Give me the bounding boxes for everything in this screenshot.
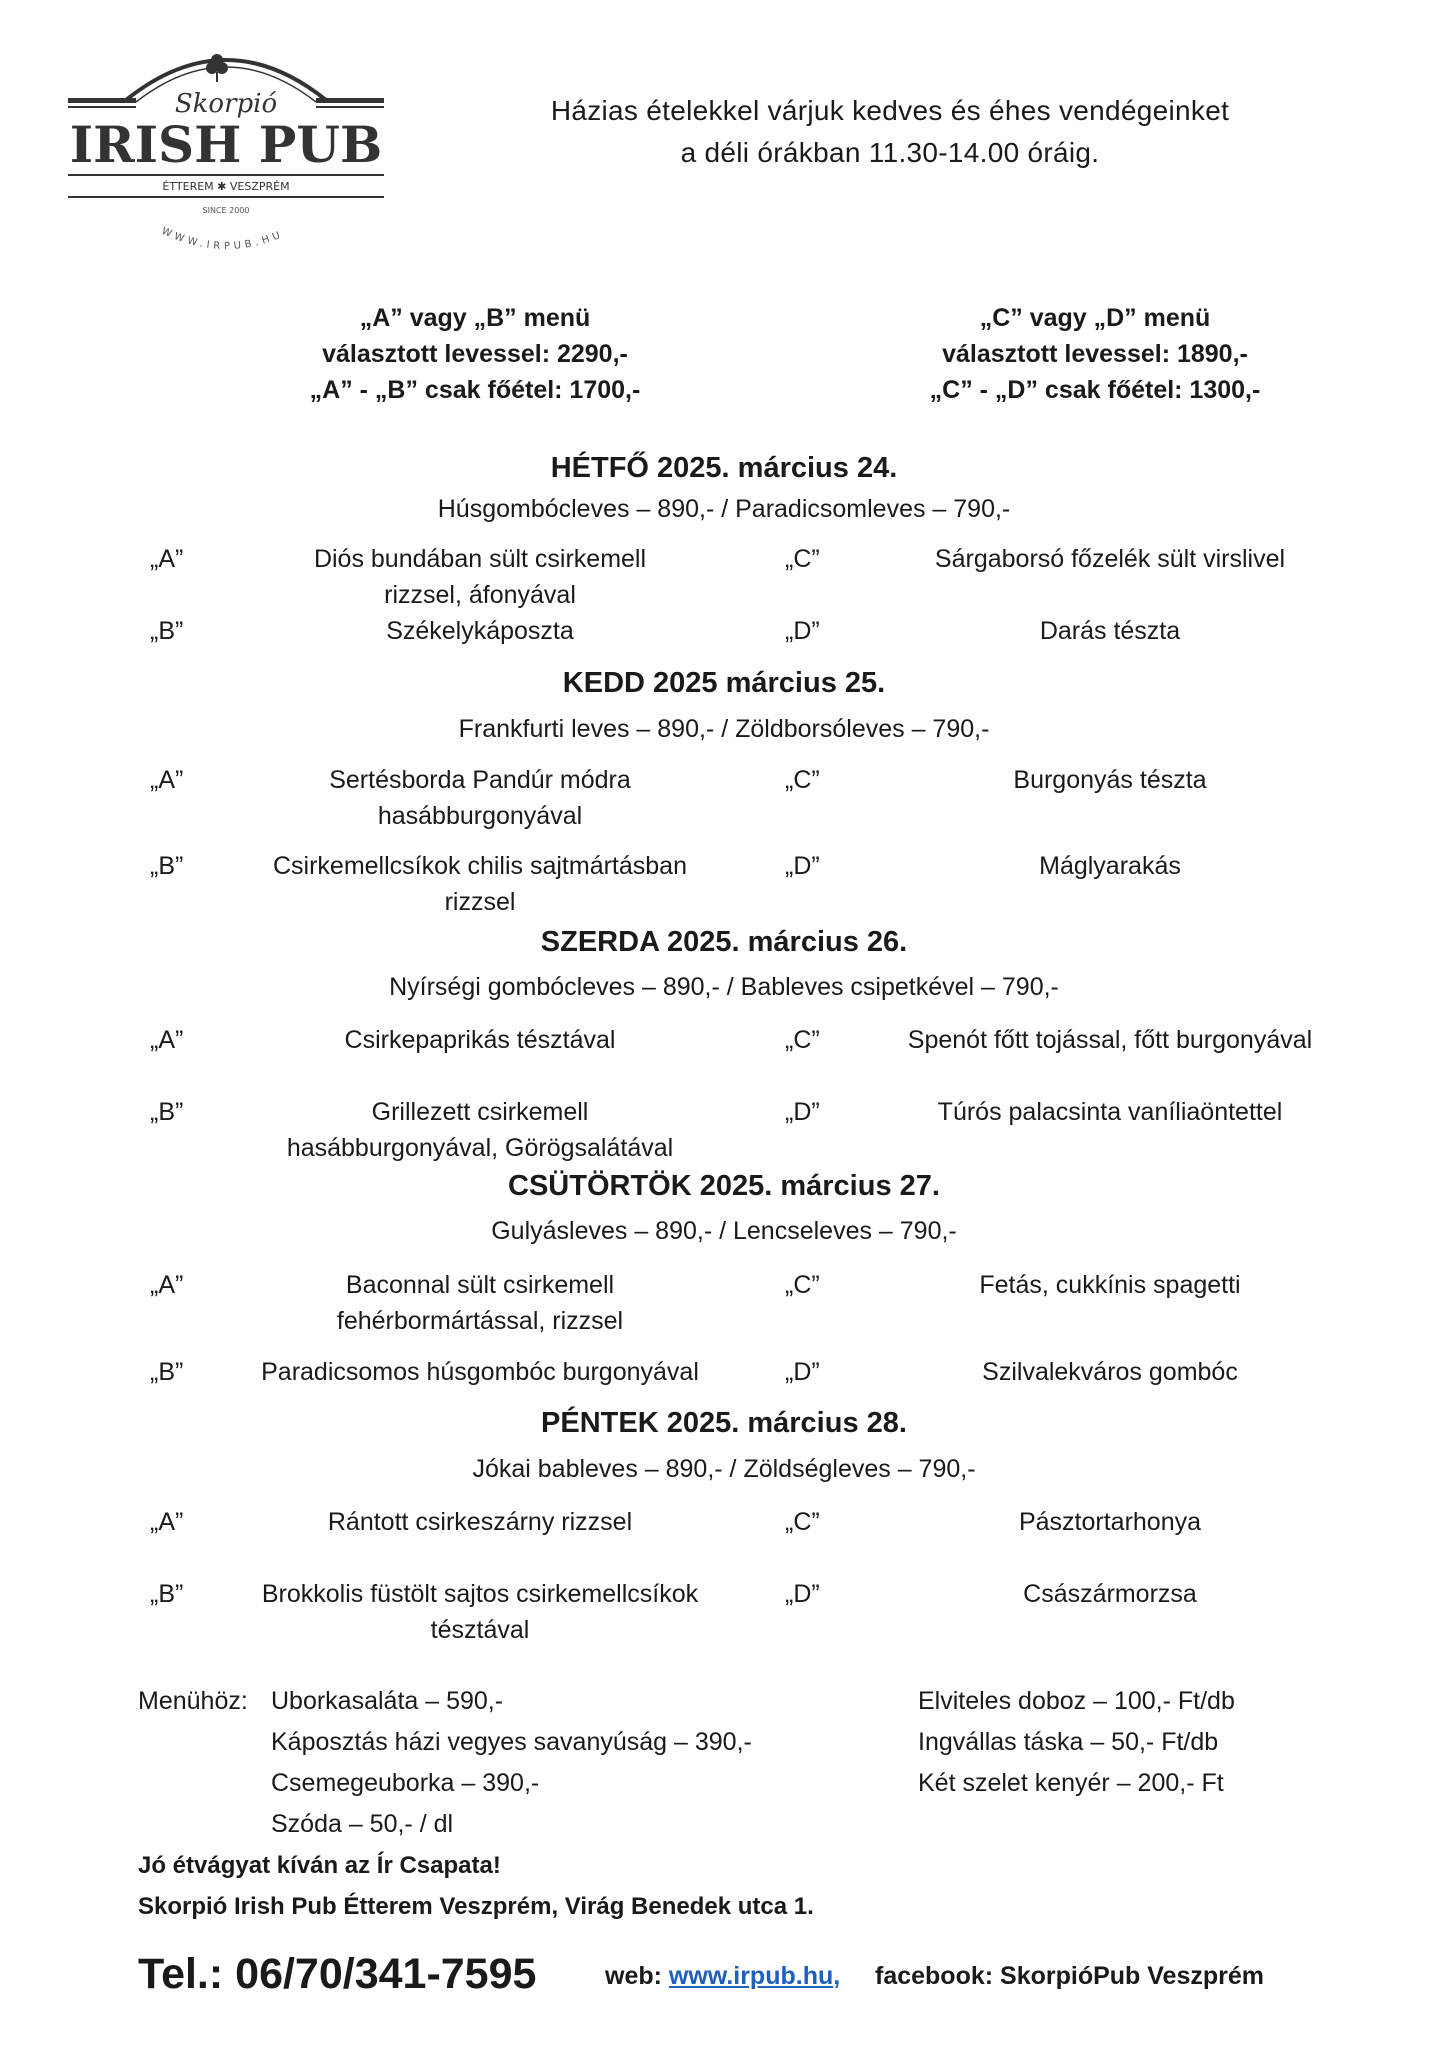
- extras-label: Menühöz:: [138, 1687, 248, 1715]
- dish-line: fehérbormártással, rizzsel: [336, 1307, 624, 1335]
- day-title-friday: PÉNTEK 2025. március 28.: [541, 1407, 907, 1439]
- dish-line: Rántott csirkeszárny rizzsel: [327, 1508, 633, 1536]
- dish-line: rizzsel, áfonyával: [384, 581, 576, 609]
- dish-line: Burgonyás tészta: [1013, 766, 1207, 794]
- soups-thursday: Gulyásleves – 890,- / Lencseleves – 790,-: [491, 1217, 957, 1245]
- price-info-cd: [815, 300, 1375, 408]
- menu-label-b: „B”: [150, 1098, 184, 1126]
- menu-label-a: „A”: [150, 1271, 184, 1299]
- logo-name-text: IRISH PUB: [69, 115, 383, 174]
- dish-line: Csirkemellcsíkok chilis sajtmártásban: [272, 852, 687, 880]
- footer-wish: Jó étvágyat kíván az Ír Csapata!: [138, 1852, 501, 1879]
- dish-line: Székelykáposzta: [386, 617, 574, 645]
- menu-label-a: „A”: [150, 545, 184, 573]
- extras-left-list: [271, 1681, 752, 1845]
- dish-c-thursday: [850, 1267, 1370, 1303]
- menu-label-b: „B”: [150, 1358, 184, 1386]
- dish-line: hasábburgonyával: [377, 802, 583, 830]
- dish-b-friday: [215, 1576, 745, 1648]
- soups-wednesday: Nyírségi gombócleves – 890,- / Bableves csipetkével – 790,-: [389, 973, 1059, 1001]
- dish-line: Brokkolis füstölt sajtos csirkemellcsíkok: [261, 1580, 699, 1608]
- logo-script-text: Skorpió: [174, 89, 278, 119]
- menu-label-b: „B”: [150, 1580, 184, 1608]
- price-info-ab: [195, 300, 755, 408]
- price-ab-line-2: választott levessel: 2290,-: [322, 340, 628, 368]
- logo-sub-text: ÉTTEREM ✱ VESZPRÉM: [162, 180, 290, 193]
- footer-web: [605, 1962, 840, 1991]
- logo-since-text: SINCE 2000: [202, 206, 250, 215]
- dish-line: Baconnal sült csirkemell: [345, 1271, 615, 1299]
- dish-a-thursday: [215, 1267, 745, 1339]
- menu-label-b: „B”: [150, 617, 184, 645]
- menu-label-b: „B”: [150, 852, 184, 880]
- dish-line: tésztával: [430, 1616, 530, 1644]
- extras-item: Uborkasaláta – 590,-: [271, 1687, 504, 1715]
- dish-line: hasábburgonyával, Görögsalátával: [286, 1134, 674, 1162]
- dish-d-tuesday: [850, 848, 1370, 884]
- dish-b-monday: [215, 613, 745, 649]
- dish-line: Darás tészta: [1039, 617, 1181, 645]
- footer-phone: Tel.: 06/70/341-7595: [138, 1950, 537, 1998]
- dish-d-wednesday: [850, 1094, 1370, 1130]
- dish-line: Szilvalekváros gombóc: [982, 1358, 1238, 1386]
- dish-line: Császármorzsa: [1023, 1580, 1197, 1608]
- dish-b-tuesday: [215, 848, 745, 920]
- price-ab-line-3: „A” - „B” csak főétel: 1700,-: [309, 376, 641, 404]
- menu-label-d: „D”: [785, 1098, 820, 1126]
- dish-d-thursday: [850, 1354, 1370, 1390]
- price-ab-line-1: „A” vagy „B” menü: [359, 304, 591, 332]
- dish-line: Túrós palacsinta vaníliaöntettel: [937, 1098, 1283, 1126]
- tagline-line-2: a déli órákban 11.30-14.00 óráig.: [680, 137, 1100, 168]
- menu-label-c: „C”: [785, 1271, 820, 1299]
- extras-item: Két szelet kenyér – 200,- Ft: [918, 1769, 1224, 1797]
- menu-label-c: „C”: [785, 766, 820, 794]
- menu-label-a: „A”: [150, 1026, 184, 1054]
- menu-label-c: „C”: [785, 1026, 820, 1054]
- pub-logo-graphic: [66, 40, 386, 270]
- web-comma: ,: [833, 1962, 841, 1990]
- menu-label-d: „D”: [785, 1358, 820, 1386]
- dish-c-tuesday: [850, 762, 1370, 798]
- extras-item: Ingvállas táska – 50,- Ft/db: [918, 1728, 1219, 1756]
- dish-c-wednesday: [850, 1022, 1370, 1058]
- extras-item: Csemegeuborka – 390,-: [271, 1769, 540, 1797]
- dish-a-monday: [215, 541, 745, 613]
- dish-b-thursday: [215, 1354, 745, 1390]
- soups-monday: Húsgombócleves – 890,- / Paradicsomleves – 790,-: [437, 495, 1011, 523]
- dish-a-wednesday: [215, 1022, 745, 1058]
- menu-label-d: „D”: [785, 852, 820, 880]
- dish-line: rizzsel: [444, 888, 516, 916]
- menu-label-a: „A”: [150, 1508, 184, 1536]
- dish-line: Fetás, cukkínis spagetti: [979, 1271, 1241, 1299]
- pub-logo: [66, 40, 386, 270]
- tagline: [440, 90, 1340, 174]
- menu-label-d: „D”: [785, 1580, 820, 1608]
- dish-b-wednesday: [215, 1094, 745, 1166]
- price-cd-line-3: „C” - „D” csak főétel: 1300,-: [929, 376, 1261, 404]
- dish-line: Máglyarakás: [1039, 852, 1181, 880]
- soups-friday: Jókai bableves – 890,- / Zöldségleves – 790,-: [472, 1455, 976, 1483]
- footer-address: Skorpió Irish Pub Étterem Veszprém, Virág Benedek utca 1.: [138, 1893, 814, 1920]
- dish-c-monday: [850, 541, 1370, 577]
- dish-line: Spenót főtt tojással, főtt burgonyával: [907, 1026, 1313, 1054]
- price-cd-line-1: „C” vagy „D” menü: [979, 304, 1211, 332]
- dish-line: Diós bundában sült csirkemell: [313, 545, 647, 573]
- extras-item: Káposztás házi vegyes savanyúság – 390,-: [271, 1728, 752, 1756]
- dish-a-friday: [215, 1504, 745, 1540]
- price-cd-line-2: választott levessel: 1890,-: [942, 340, 1248, 368]
- day-title-monday: HÉTFŐ 2025. március 24.: [550, 452, 898, 484]
- dish-line: Pásztortarhonya: [1018, 1508, 1202, 1536]
- dish-line: Paradicsomos húsgombóc burgonyával: [261, 1358, 699, 1386]
- dish-a-tuesday: [215, 762, 745, 834]
- web-label: web:: [605, 1962, 662, 1990]
- menu-label-c: „C”: [785, 545, 820, 573]
- menu-label-d: „D”: [785, 617, 820, 645]
- menu-label-a: „A”: [150, 766, 184, 794]
- soups-tuesday: Frankfurti leves – 890,- / Zöldborsóleves – 790,-: [458, 715, 990, 743]
- dish-d-monday: [850, 613, 1370, 649]
- dish-line: Sárgaborsó főzelék sült virslivel: [934, 545, 1286, 573]
- tagline-line-1: Házias ételekkel várjuk kedves és éhes vendégeinket: [550, 95, 1230, 126]
- dish-c-friday: [850, 1504, 1370, 1540]
- dish-line: Grillezett csirkemell: [371, 1098, 589, 1126]
- footer-facebook: facebook: SkorpióPub Veszprém: [875, 1962, 1264, 1990]
- dish-line: Sertésborda Pandúr módra: [329, 766, 631, 794]
- day-title-thursday: CSÜTÖRTÖK 2025. március 27.: [508, 1170, 940, 1202]
- extras-item: Elviteles doboz – 100,- Ft/db: [918, 1687, 1235, 1715]
- menu-label-c: „C”: [785, 1508, 820, 1536]
- day-title-wednesday: SZERDA 2025. március 26.: [540, 926, 908, 958]
- website-link[interactable]: www.irpub.hu: [668, 1962, 834, 1990]
- extras-right-list: [918, 1681, 1235, 1804]
- day-title-tuesday: KEDD 2025 március 25.: [562, 667, 886, 699]
- dish-d-friday: [850, 1576, 1370, 1612]
- logo-url-text: WWW.IRPUB.HU: [159, 225, 286, 253]
- extras-item: Szóda – 50,- / dl: [271, 1810, 454, 1838]
- dish-line: Csirkepaprikás tésztával: [344, 1026, 616, 1054]
